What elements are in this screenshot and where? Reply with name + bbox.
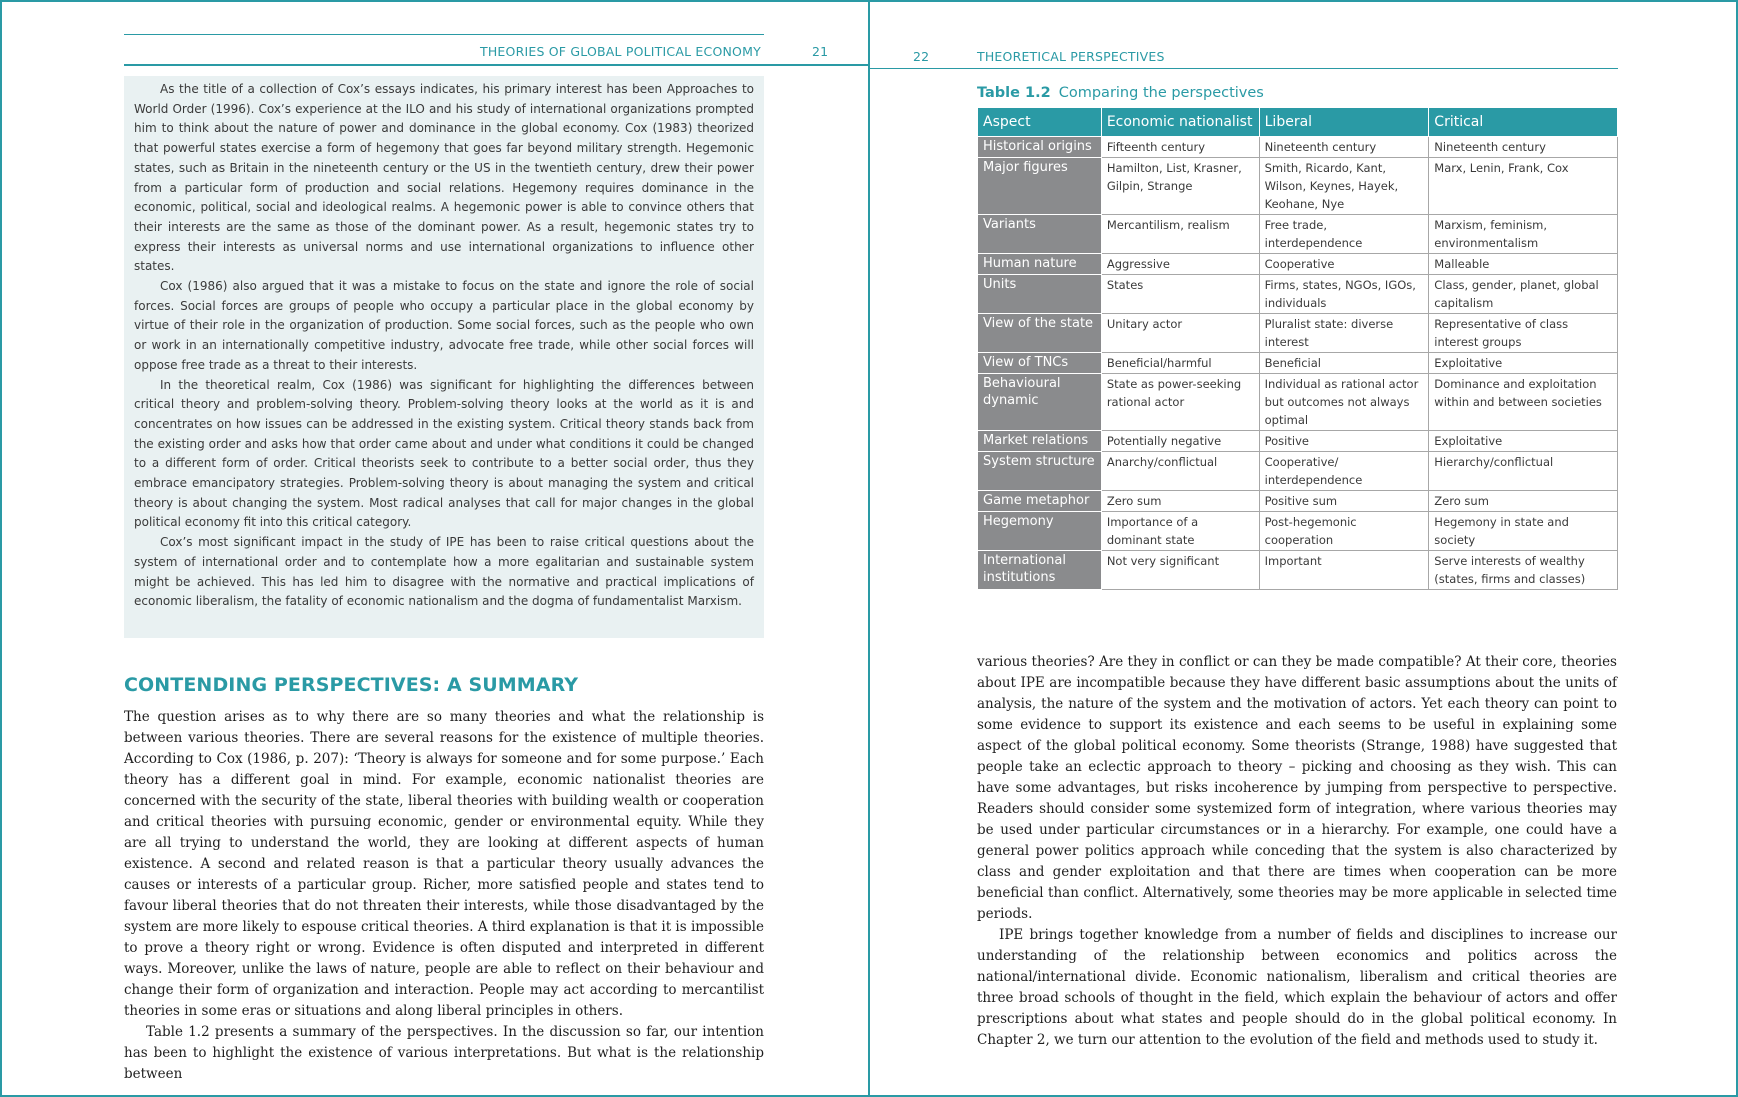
aspect-cell: View of TNCs [978,353,1102,374]
table-row [978,254,1618,275]
table-cell: Nineteenth century [1429,137,1618,158]
left-page [0,0,868,1097]
aspect-cell: Market relations [978,431,1102,452]
table-cell: Exploitative [1429,431,1618,452]
aspect-cell: System structure [978,452,1102,491]
table-cell: Free trade, interdependence [1259,215,1429,254]
aspect-cell: View of the state [978,314,1102,353]
table-cell: Malleable [1429,254,1618,275]
table-cell: Serve interests of wealthy (states, firms and classes) [1429,551,1618,590]
table-cell: Pluralist state: diverse interest [1259,314,1429,353]
left-body-text [124,707,764,1085]
cox-sidebar-box [124,76,764,638]
table-row [978,491,1618,512]
aspect-cell: Major figures [978,158,1102,215]
aspect-cell: Human nature [978,254,1102,275]
body-paragraph: The question arises as to why there are so many theories and what the relationship is between various theories. There are several reasons for the existence of multiple theories. According to Cox (1986, p. 207): ‘Theory is always for someone and for some purpose.’ Each theory has a different goal in mind. For example, economic nationalist theories are concerned with the security of the state, liberal theories with building wealth or cooperation and critical theories with pursuing economic, gender or environmental equity. While they are all trying to understand the world, they are looking at different aspects of human existence. A second and related reason is that a particular theory usually advances the causes or interests of a particular group. Richer, more satisfied people and states tend to favour liberal theories that do not threaten their interests, while those disadvantaged by the system are more likely to espouse critical theories. A third explanation is that it is impossible to prove a theory right or wrong. Evidence is often disputed and interpreted in different ways. Moreover, unlike the laws of nature, people are able to reflect on their behaviour and change their form of organization and interaction. People may act according to mercantilist theories in some eras or situations and along liberal principles in others. [124,709,764,1019]
header-economic-nationalist: Economic nationalist [1101,108,1259,137]
header-rule-bottom [124,64,870,66]
table-cell: Cooperative [1259,254,1429,275]
header-liberal: Liberal [1259,108,1429,137]
table-cell: Mercantilism, realism [1101,215,1259,254]
table-cell: Unitary actor [1101,314,1259,353]
table-cell: Post-hegemonic cooperation [1259,512,1429,551]
table-cell: Anarchy/conflictual [1101,452,1259,491]
body-paragraph: Table 1.2 presents a summary of the perspectives. In the discussion so far, our intention has been to highlight the existence of various interpretations. But what is the relationship between [124,1024,764,1082]
table-row [978,275,1618,314]
right-body-text [977,652,1617,1051]
table-cell: Individual as rational actor but outcomes not always optimal [1259,374,1429,431]
box-paragraph: Cox’s most significant impact in the study of IPE has been to raise critical questions about the system of international order and to contemplate how a more egalitarian and sustainable system might be achieved. This has led him to disagree with the normative and practical implications of economic liberalism, the fatality of economic nationalism and the dogma of fundamentalist Marxism. [134,535,754,609]
table-body [978,137,1618,590]
page-number-left: 21 [812,44,829,59]
table-title: Comparing the perspectives [1058,85,1264,101]
table-row [978,158,1618,215]
table-cell: State as power-seeking rational actor [1101,374,1259,431]
table-row [978,452,1618,491]
body-paragraph: IPE brings together knowledge from a number of fields and disciplines to increase our understanding of the relationship between economics and politics across the national/international divide. Economic nationalism, liberalism and critical theories are three broad schools of thought in the field, which explain the behaviour of actors and offer prescriptions about what states and people should do in the global political economy. In Chapter 2, we turn our attention to the evolution of the field and methods used to study it. [977,927,1617,1048]
table-row [978,374,1618,431]
table-row [978,137,1618,158]
aspect-cell: Game metaphor [978,491,1102,512]
table-cell: Hegemony in state and society [1429,512,1618,551]
table-cell: Exploitative [1429,353,1618,374]
table-cell: States [1101,275,1259,314]
aspect-cell: Historical origins [978,137,1102,158]
header-rule [124,34,764,35]
header-aspect: Aspect [978,108,1102,137]
table-cell: Cooperative/ interdependence [1259,452,1429,491]
table-cell: Zero sum [1429,491,1618,512]
table-cell: Nineteenth century [1259,137,1429,158]
box-paragraph: As the title of a collection of Cox’s essays indicates, his primary interest has been Approaches to World Order (1996). Cox’s experience at the ILO and his study of international organizations prompted him to think about the nature of power and dominance in the global economy. Cox (1983) theorized that powerful states exercise a form of hegemony that goes far beyond military strength. Hegemonic states, such as Britain in the nineteenth century or the US in the twentieth century, drew their power from a particular form of production and social relations. Hegemony requires dominance in the economic, political, social and ideological realms. A hegemonic power is able to convince others that their interests are the same as those of the dominant power. As a result, hegemonic states try to express their interests as universal norms and use international organizations to influence other states. [134,82,754,274]
aspect-cell: Variants [978,215,1102,254]
table-cell: Potentially negative [1101,431,1259,452]
table-cell: Beneficial [1259,353,1429,374]
table-cell: Zero sum [1101,491,1259,512]
page-number-right: 22 [913,49,930,64]
table-cell: Class, gender, planet, global capitalism [1429,275,1618,314]
table-cell: Beneficial/harmful [1101,353,1259,374]
table-cell: Marxism, feminism, environmentalism [1429,215,1618,254]
header-critical: Critical [1429,108,1618,137]
table-cell: Firms, states, NGOs, IGOs, individuals [1259,275,1429,314]
table-cell: Aggressive [1101,254,1259,275]
table-cell: Not very significant [1101,551,1259,590]
table-cell: Positive [1259,431,1429,452]
table-row [978,314,1618,353]
table-cell: Fifteenth century [1101,137,1259,158]
table-row [978,431,1618,452]
table-row [978,353,1618,374]
table-cell: Hamilton, List, Krasner, Gilpin, Strange [1101,158,1259,215]
body-paragraph: various theories? Are they in conflict or can they be made compatible? At their core, theories about IPE are incompatible because they have different basic assumptions about the units of analysis, the nature of the system and the motivation of actors. Yet each theory can point to some evidence to support its existence and each seems to be useful in explaining some aspect of the global political economy. Some theorists (Strange, 1988) have suggested that people take an eclectic approach to theory – picking and choosing as they wish. This can have some advantages, but risks incoherence by jumping from perspective to perspective. Readers should consider some systemized form of integration, where various theories may be used under particular circumstances or in a hierarchy. For example, one could have a general power politics approach while conceding that the system is also characterized by class and gender exploitation and that there are times when cooperation can be more beneficial than conflict. Alternatively, some theories may be more applicable in selected time periods. [977,654,1617,922]
table-cell: Smith, Ricardo, Kant, Wilson, Keynes, Hayek, Keohane, Nye [1259,158,1429,215]
table-cell: Important [1259,551,1429,590]
table-row [978,512,1618,551]
table-header-row [978,108,1618,137]
table-row [978,215,1618,254]
comparison-table [977,107,1618,590]
aspect-cell: Units [978,275,1102,314]
table-row [978,551,1618,590]
table-cell: Hierarchy/conflictual [1429,452,1618,491]
table-cell: Marx, Lenin, Frank, Cox [1429,158,1618,215]
table-caption [977,85,1264,101]
header-rule [870,68,1618,69]
section-heading: CONTENDING PERSPECTIVES: A SUMMARY [124,674,579,696]
table-cell: Dominance and exploitation within and between societies [1429,374,1618,431]
table-cell: Importance of a dominant state [1101,512,1259,551]
right-page [868,0,1738,1097]
running-head-right: THEORETICAL PERSPECTIVES [977,49,1165,64]
table-cell: Representative of class interest groups [1429,314,1618,353]
table-cell: Positive sum [1259,491,1429,512]
table-label: Table 1.2 [977,85,1051,101]
aspect-cell: International institutions [978,551,1102,590]
box-paragraph: In the theoretical realm, Cox (1986) was significant for highlighting the differences between critical theory and problem-solving theory. Problem-solving theory looks at the world as it is and concentrates on how issues can be addressed in the existing system. Critical theory stands back from the existing order and asks how that order came about and under what conditions it could be changed to a different form of order. Critical theorists seek to contribute to a better social order, thus they embrace emancipatory strategies. Problem-solving theory is about managing the system and critical theory is about changing the system. Most radical analyses that call for major changes in the global political economy fit into this critical category. [134,377,754,530]
box-paragraph: Cox (1986) also argued that it was a mistake to focus on the state and ignore the role of social forces. Social forces are groups of people who occupy a particular place in the global economy by virtue of their role in the organization of production. Some social forces, such as the people who own or work in an internationally competitive industry, advocate free trade, while other social forces will oppose free trade as a threat to their interests. [134,279,754,372]
aspect-cell: Behavioural dynamic [978,374,1102,431]
running-head-left: THEORIES OF GLOBAL POLITICAL ECONOMY [480,44,761,59]
aspect-cell: Hegemony [978,512,1102,551]
